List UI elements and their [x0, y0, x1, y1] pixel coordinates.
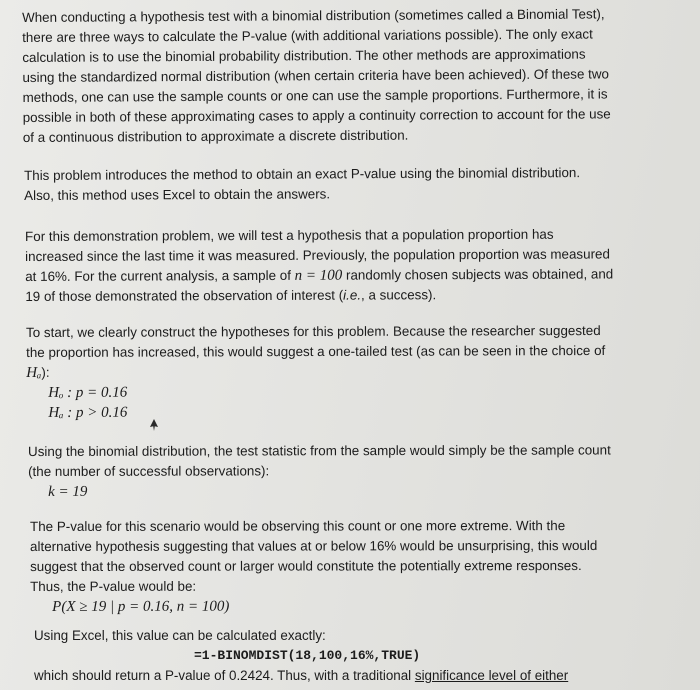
statistic-line: Using the binomial distribution, the test statistic from the sample would simply be the sample count	[28, 442, 611, 459]
demo-line: increased since the last time it was measured. Previously, the population proportion was measured	[25, 246, 610, 264]
statistic-paragraph	[28, 440, 611, 502]
statistic-line: (the number of successful observations):	[28, 463, 270, 479]
excel-line	[34, 666, 568, 686]
excel-text: which should return a P-value of 0.2424. Thus, with a traditional	[34, 668, 415, 683]
method-paragraph	[24, 163, 580, 206]
demo-line	[25, 284, 613, 307]
intro-line: using the standardized normal distribution (when certain criteria have been achieved). Of these two	[22, 66, 610, 85]
excel-paragraph	[34, 626, 568, 686]
demo-line	[25, 264, 613, 287]
hypotheses-line	[26, 361, 605, 383]
ha-symbol: Hₐ	[26, 364, 42, 381]
intro-line: possible in both of these approximating cases to apply a continuity correction to account for the use	[22, 106, 611, 125]
method-line: This problem introduces the method to obtain an exact P-value using the binomial distribution.	[24, 165, 581, 183]
intro-line: calculation is to use the binomial probability distribution. The other methods are approximations	[22, 46, 586, 65]
excel-formula: =1-BINOMDIST(18,100,16%,TRUE)	[194, 648, 421, 663]
ie-abbrev: i.e.	[343, 287, 362, 303]
demo-paragraph	[25, 224, 613, 307]
hypotheses-text: ):	[41, 364, 50, 380]
alternative-hypothesis: Hₐ : p > 0.16	[48, 404, 128, 421]
test-statistic-k: k = 19	[48, 483, 88, 500]
demo-text: randomly chosen subjects was obtained, and	[342, 266, 614, 283]
intro-line: of a continuous distribution to approximate a discrete distribution.	[22, 127, 409, 145]
mouse-cursor-icon	[148, 418, 160, 432]
excel-line: Using Excel, this value can be calculated exactly:	[34, 628, 326, 643]
intro-line: there are three ways to calculate the P-value (with additional variations possible). The only exact	[22, 26, 593, 45]
hypotheses-paragraph	[26, 321, 605, 423]
demo-text: 19 of those demonstrated the observation of interest (	[25, 287, 344, 304]
null-hypothesis: Hₒ : p = 0.16	[48, 384, 128, 401]
pvalue-line: suggest that the observed count or larger would constitute the potentially extreme responses.	[30, 558, 582, 574]
pvalue-paragraph	[30, 516, 597, 617]
intro-line: When conducting a hypothesis test with a binomial distribution (sometimes called a Binomial Test),	[22, 6, 605, 25]
pvalue-line: The P-value for this scenario would be observing this count or one more extreme. With the	[30, 518, 566, 534]
hypotheses-line: To start, we clearly construct the hypotheses for this problem. Because the researcher suggested	[26, 322, 601, 340]
pvalue-line: Thus, the P-value would be:	[30, 578, 197, 594]
demo-line: For this demonstration problem, we will test a hypothesis that a population proportion has	[25, 226, 554, 244]
pvalue-formula: P(X ≥ 19 | p = 0.16, n = 100)	[52, 598, 230, 615]
pvalue-line: alternative hypothesis suggesting that values at or below 16% would be unsurprising, this would	[30, 538, 598, 554]
demo-text: at 16%. For the current analysis, a sample of	[25, 267, 295, 284]
method-line: Also, this method uses Excel to obtain the answers.	[24, 186, 331, 203]
intro-line: methods, one can use the sample counts or one can use the sample proportions. Furthermore, it is	[22, 86, 608, 105]
demo-text: , a success).	[361, 287, 437, 303]
excel-text-underlined: significance level of either	[414, 668, 569, 683]
intro-paragraph	[22, 4, 611, 148]
sample-size-math: n = 100	[294, 267, 343, 284]
hypotheses-line: the proportion has increased, this would suggest a one-tailed test (as can be seen in the choice of	[26, 342, 606, 360]
